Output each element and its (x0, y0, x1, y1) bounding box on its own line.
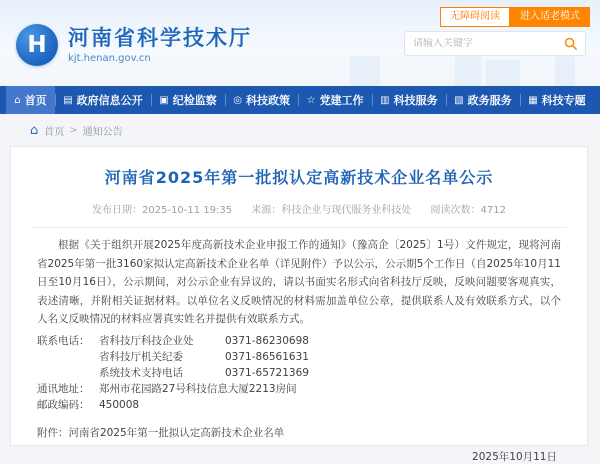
decor-building (350, 56, 380, 86)
breadcrumb (0, 114, 600, 146)
elder-mode-button[interactable]: 进入适老模式 (510, 7, 590, 27)
nav-label: 政务服务 (467, 94, 512, 107)
contact-phone-row (37, 333, 561, 349)
article-paragraph: 根据《关于组织开展2025年度高新技术企业申报工作的通知》（豫高企〔2025〕1号）文件规定，现将河南省2025年第一批3160家拟认定高新技术企业名单（详见附件）予以公示，公示期5个工作日（自2025年10月11日至10月16日），公示期间，对公示企业有异议的，请以书面实名形式向省科技厅反映，反映问题要客观真实，表述清晰，并附相关证据材料。以单位名义反映情况的材料需加盖单位公章，提供联系人及有效联系方式，以个人名义反映情况的材料应署真实姓名并提供有效联系方式。 (37, 239, 561, 325)
contact-postcode-row (37, 397, 561, 413)
decor-building (486, 60, 520, 86)
document-icon: ▤ (63, 94, 73, 106)
site-title: 河南省科学技术厅 (68, 26, 252, 50)
article-container (10, 146, 588, 463)
nav-label: 科技政策 (246, 94, 291, 107)
nav-item-tech-service[interactable] (372, 86, 446, 114)
site-logo-icon: H (16, 24, 58, 66)
policy-icon: ◎ (233, 94, 243, 106)
search-input[interactable] (413, 38, 564, 49)
page-title: 河南省2025年第一批拟认定高新技术企业名单公示 (104, 168, 494, 187)
meta-divider (31, 227, 567, 228)
search-box (404, 31, 586, 56)
service-icon: ▥ (380, 94, 390, 106)
inspect-icon: ▣ (159, 94, 169, 106)
attachment-row (37, 425, 561, 441)
nav-item-gov-info[interactable] (55, 86, 151, 114)
postcode-value: 450008 (99, 398, 140, 411)
phone-number: 0371-86230698 (225, 334, 309, 347)
contact-phone-row (37, 365, 561, 381)
site-url: kjt.henan.gov.cn (68, 53, 151, 64)
nav-item-gov-service[interactable] (446, 86, 520, 114)
accessibility-button[interactable]: 无障碍阅读 (440, 7, 510, 27)
breadcrumb-home[interactable]: 首页 (44, 126, 65, 138)
nav-label: 政府信息公开 (76, 94, 143, 107)
nav-label: 纪检监察 (172, 94, 217, 107)
phone-dept: 省科技厅科技企业处 (99, 334, 194, 347)
phone-label: 联系电话： (37, 334, 90, 347)
source-label: 来源： (251, 205, 282, 216)
article-date: 2025年10月11日 (472, 450, 557, 463)
source-value: 科技企业与现代服务业科技处 (281, 205, 412, 216)
home-icon: ⌂ (14, 94, 21, 106)
breadcrumb-separator: > (69, 124, 78, 136)
article-meta (11, 201, 587, 216)
breadcrumb-current: 通知公告 (82, 126, 123, 138)
topic-icon: ▦ (528, 94, 538, 106)
nav-item-topics[interactable] (520, 86, 594, 114)
nav-label: 科技专题 (541, 94, 586, 107)
attachment-label: 附件： (37, 426, 69, 439)
site-header (0, 0, 600, 86)
star-icon: ☆ (306, 94, 316, 106)
publish-date-value: 2025-10-11 19:35 (142, 205, 233, 216)
utility-bar (440, 7, 590, 27)
address-value: 郑州市花园路27号科技信息大厦2213房间 (99, 382, 297, 395)
search-icon[interactable] (564, 37, 577, 50)
main-nav (0, 86, 600, 114)
nav-label: 科技服务 (393, 94, 438, 107)
nav-label: 首页 (24, 94, 47, 107)
phone-number: 0371-65721369 (225, 366, 309, 379)
phone-number: 0371-86561631 (225, 350, 309, 363)
publish-date-label: 发布日期： (92, 205, 143, 216)
address-label: 通讯地址： (37, 382, 90, 395)
nav-item-discipline[interactable] (151, 86, 225, 114)
contact-phone-row (37, 349, 561, 365)
attachment-link[interactable]: 河南省2025年第一批拟认定高新技术企业名单 (68, 426, 285, 439)
contact-block (37, 333, 561, 413)
nav-item-home[interactable] (6, 86, 55, 114)
phone-dept: 省科技厅机关纪委 (99, 350, 183, 363)
nav-label: 党建工作 (319, 94, 364, 107)
nav-item-party[interactable] (298, 86, 372, 114)
phone-dept: 系统技术支持电话 (99, 366, 183, 379)
contact-address-row (37, 381, 561, 397)
views-label: 阅读次数： (430, 205, 481, 216)
postcode-label: 邮政编码： (37, 398, 90, 411)
briefcase-icon: ▧ (454, 94, 464, 106)
site-logo-block[interactable] (16, 24, 252, 66)
views-value: 4712 (480, 205, 506, 216)
home-icon: ⌂ (30, 122, 39, 138)
nav-item-policy[interactable] (225, 86, 298, 114)
